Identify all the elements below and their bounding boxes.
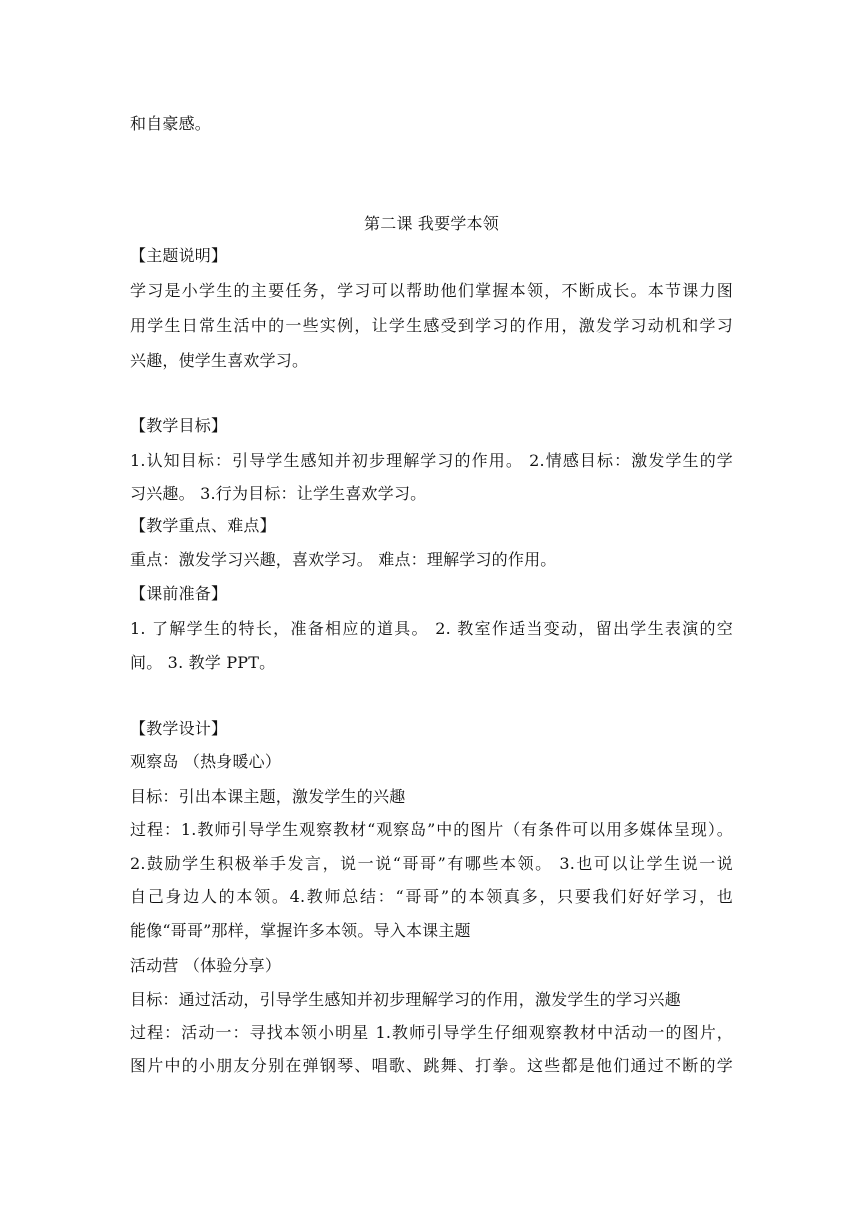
prep-heading: 【课前准备】 [130, 584, 228, 603]
continuation-text: 和自豪感。 [130, 114, 212, 133]
theme-line: 兴趣，使学生喜欢学习。 [130, 351, 309, 370]
design-line: 过程：活动一：寻找本领小明星 1.教师引导学生仔细观察教材中活动一的图片， [130, 1023, 733, 1042]
design-line: 2.鼓励学生积极举手发言，说一说“哥哥”有哪些本领。 3.也可以让学生说一说 [130, 854, 733, 873]
theme-heading: 【主题说明】 [130, 246, 228, 265]
design-line: 过程：1.教师引导学生观察教材“观察岛”中的图片（有条件可以用多媒体呈现）。 [130, 820, 733, 839]
design-line: 自己身边人的本领。4.教师总结：“哥哥”的本领真多，只要我们好好学习，也 [130, 887, 733, 906]
design-line: 活动营 （体验分享） [130, 956, 282, 975]
prep-line: 1. 了解学生的特长，准备相应的道具。 2. 教室作适当变动，留出学生表演的空 [130, 619, 733, 638]
goals-line: 1.认知目标：引导学生感知并初步理解学习的作用。 2.情感目标：激发学生的学 [130, 451, 733, 470]
key-points-heading: 【教学重点、难点】 [130, 516, 276, 535]
key-points-line: 重点：激发学习兴趣，喜欢学习。 难点：理解学习的作用。 [130, 550, 557, 569]
goals-heading: 【教学目标】 [130, 416, 228, 435]
theme-line: 用学生日常生活中的一些实例，让学生感受到学习的作用，激发学习动机和学习 [130, 316, 733, 335]
prep-line: 间。 3. 教学 PPT。 [130, 653, 276, 672]
design-line: 图片中的小朋友分别在弹钢琴、唱歌、跳舞、打拳。这些都是他们通过不断的学 [130, 1056, 733, 1075]
design-heading: 【教学设计】 [130, 719, 228, 738]
design-line: 观察岛 （热身暖心） [130, 752, 282, 771]
goals-line: 习兴趣。 3.行为目标：让学生喜欢学习。 [130, 484, 427, 503]
design-line: 能像“哥哥”那样，掌握许多本领。导入本课主题 [130, 921, 471, 940]
design-line: 目标：引出本课主题，激发学生的兴趣 [130, 787, 406, 806]
design-line: 目标：通过活动，引导学生感知并初步理解学习的作用，激发学生的学习兴趣 [130, 990, 681, 1009]
lesson-title: 第二课 我要学本领 [364, 214, 499, 233]
theme-line: 学习是小学生的主要任务，学习可以帮助他们掌握本领，不断成长。本节课力图 [130, 281, 733, 300]
